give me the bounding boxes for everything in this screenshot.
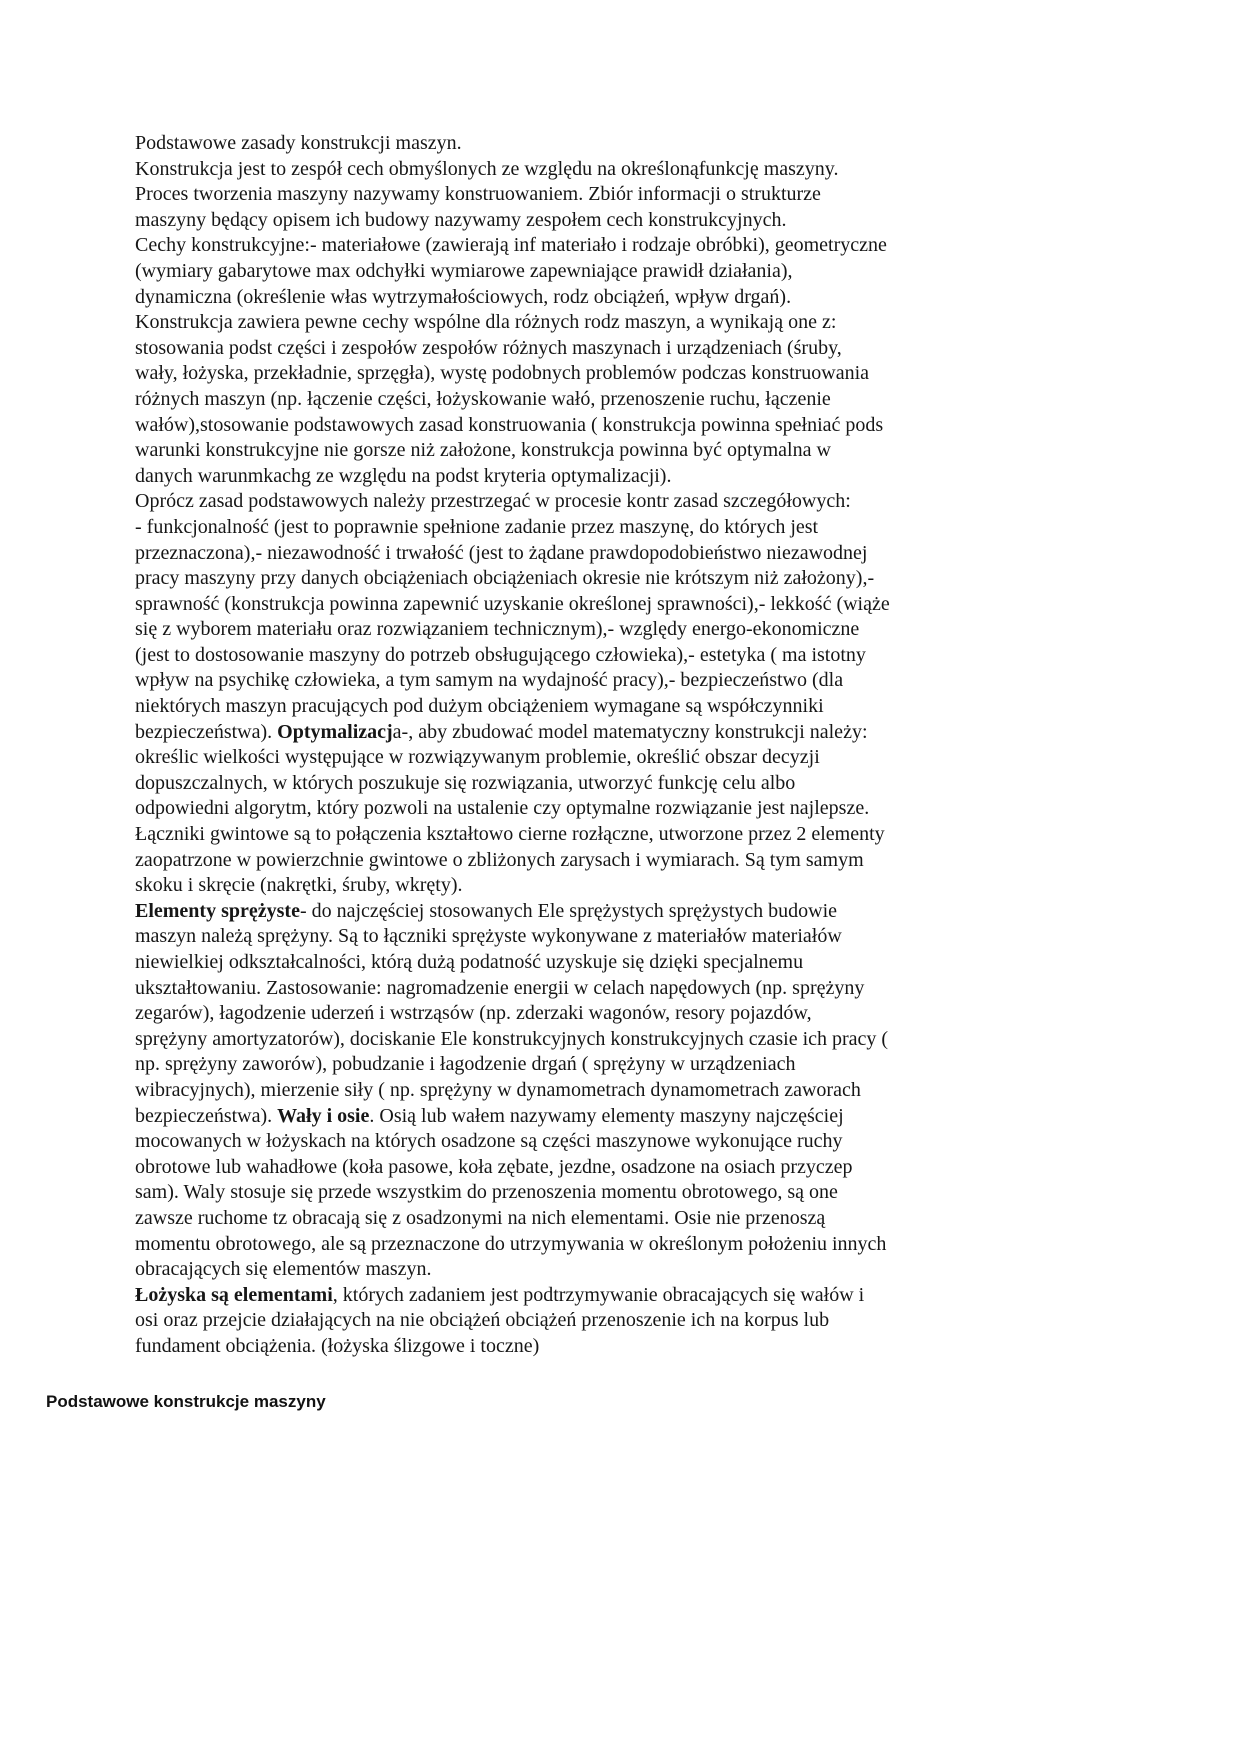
text-segment: Cechy konstrukcyjne:- materiałowe (zawierają inf materiało i rodzaje obróbki), geometryczne [135, 234, 887, 257]
text-line [135, 617, 1125, 643]
text-line [135, 720, 1125, 746]
text-line [135, 1104, 1125, 1130]
text-segment: sprawność (konstrukcja powinna zapewnić uzyskanie określonej sprawności),- lekkość (wiąże [135, 592, 890, 615]
text-line [135, 1155, 1125, 1181]
text-line [135, 1180, 1125, 1206]
text-line [135, 1283, 1125, 1309]
text-line [135, 1078, 1125, 1104]
text-segment: Proces tworzenia maszyny nazywamy konstruowaniem. Zbiór informacji o strukturze [135, 183, 821, 206]
text-line [135, 1308, 1125, 1334]
text-line [135, 361, 1125, 387]
text-segment: (jest to dostosowanie maszyny do potrzeb obsługującego człowieka),- estetyka ( ma istotny [135, 643, 866, 666]
text-segment: skoku i skręcie (nakrętki, śruby, wkręty). [135, 874, 463, 897]
text-line [135, 643, 1125, 669]
text-segment: bezpieczeństwa). [135, 720, 278, 743]
text-line [135, 796, 1125, 822]
text-line [135, 233, 1125, 259]
text-segment: obrotowe lub wahadłowe (koła pasowe, koła zębate, jezdne, osadzone na osiach przyczep [135, 1155, 853, 1178]
text-segment: wibracyjnych), mierzenie siły ( np. sprężyny w dynamometrach dynamometrach zaworach [135, 1078, 861, 1101]
text-line [135, 208, 1125, 234]
text-segment: sprężyny amortyzatorów), dociskanie Ele konstrukcyjnych konstrukcyjnych czasie ich pracy ( [135, 1027, 889, 1050]
text-line [135, 413, 1125, 439]
text-segment: , których zadaniem jest podtrzymywanie obracających się wałów i [332, 1283, 865, 1306]
text-segment: odpowiedni algorytm, który pozwoli na ustalenie czy optymalne rozwiązanie jest najlepsze. [135, 797, 870, 820]
text-line [135, 745, 1125, 771]
text-segment: mocowanych w łożyskach na których osadzone są części maszynowe wykonujące ruchy [135, 1130, 843, 1153]
bold-term: Elementy sprężyste [135, 899, 300, 922]
text-segment: fundament obciążenia. (łożyska ślizgowe i toczne) [135, 1334, 540, 1357]
text-line [135, 873, 1125, 899]
text-line [135, 822, 1125, 848]
text-line [135, 1129, 1125, 1155]
text-line [135, 1001, 1125, 1027]
text-segment: dopuszczalnych, w których poszukuje się rozwiązania, utworzyć funkcję celu albo [135, 771, 796, 794]
text-line [135, 489, 1125, 515]
text-segment: danych warunmkachg ze względu na podst kryteria optymalizacji). [135, 464, 672, 487]
text-line [135, 1232, 1125, 1258]
text-segment: Konstrukcja zawiera pewne cechy wspólne dla różnych rodz maszyn, a wynikają one z: [135, 311, 837, 334]
text-segment: Łączniki gwintowe są to połączenia kształtowo cierne rozłączne, utworzone przez 2 elementy [135, 823, 885, 846]
text-line [135, 1052, 1125, 1078]
bold-term: Wały i osie [277, 1104, 370, 1127]
text-line [135, 541, 1125, 567]
text-segment: - funkcjonalność (jest to poprawnie spełnione zadanie przez maszynę, do których jest [135, 515, 819, 538]
text-segment: zegarów), łagodzenie uderzeń i wstrząsów (np. zderzaki wagonów, resory pojazdów, [135, 1002, 812, 1025]
text-segment: a-, aby zbudować model matematyczny konstrukcji należy: [392, 720, 868, 743]
text-segment: (wymiary gabarytowe max odchyłki wymiarowe zapewniające prawidł działania), [135, 259, 793, 282]
text-segment: momentu obrotowego, ale są przeznaczone do utrzymywania w określonym położeniu innych [135, 1232, 887, 1255]
text-line [135, 259, 1125, 285]
text-segment: pracy maszyny przy danych obciążeniach obciążeniach okresie nie krótszym niż założony),- [135, 567, 875, 590]
text-segment: zawsze ruchome tz obracają się z osadzonymi na nich elementami. Osie nie przenoszą [135, 1206, 826, 1229]
text-line [135, 950, 1125, 976]
bold-term: Łożyska są elementami [135, 1283, 333, 1306]
text-line [135, 182, 1125, 208]
text-segment: wałów),stosowanie podstawowych zasad konstruowania ( konstrukcja powinna spełniać pods [135, 413, 884, 436]
text-segment: określic wielkości występujące w rozwiązywanym problemie, określić obszar decyzji [135, 746, 820, 769]
text-segment: dynamiczna (określenie włas wytrzymałościowych, rodz obciążeń, wpływ drgań). [135, 285, 792, 308]
text-segment: się z wyborem materiału oraz rozwiązaniem technicznym),- względy energo-ekonomiczne [135, 618, 860, 641]
text-line [135, 438, 1125, 464]
text-segment: bezpieczeństwa). [135, 1104, 278, 1127]
text-segment: osi oraz przejcie działających na nie obciążeń obciążeń przenoszenie ich na korpus lub [135, 1309, 830, 1332]
text-segment: wpływ na psychikę człowieka, a tym samym na wydajność pracy),- bezpieczeństwo (dla [135, 669, 844, 692]
document-body [135, 131, 1125, 1360]
text-segment: zaopatrzone w powierzchnie gwintowe o zbliżonych zarysach i wymiarach. Są tym samym [135, 848, 864, 871]
text-line [135, 310, 1125, 336]
text-line [135, 464, 1125, 490]
text-line [135, 976, 1125, 1002]
text-segment: sam). Waly stosuje się przede wszystkim do przenoszenia momentu obrotowego, są one [135, 1181, 838, 1204]
text-segment: stosowania podst części i zespołów zespołów różnych maszynach i urządzeniach (śruby, [135, 336, 842, 359]
text-line [135, 1027, 1125, 1053]
text-line [135, 157, 1125, 183]
text-line [135, 668, 1125, 694]
text-segment: . Osią lub wałem nazywamy elementy maszyny najczęściej [369, 1104, 844, 1127]
text-line [135, 387, 1125, 413]
text-line [135, 1257, 1125, 1283]
text-line [135, 336, 1125, 362]
text-line [135, 1334, 1125, 1360]
bold-term: Optymalizacj [277, 720, 393, 743]
text-segment: ukształtowaniu. Zastosowanie: nagromadzenie energii w celach napędowych (np. sprężyny [135, 976, 865, 999]
text-line [135, 566, 1125, 592]
text-segment: obracających się elementów maszyn. [135, 1258, 432, 1281]
text-line [135, 694, 1125, 720]
text-segment: przeznaczona),- niezawodność i trwałość (jest to żądane prawdopodobieństwo niezawodnej [135, 541, 868, 564]
text-line [135, 515, 1125, 541]
text-line [135, 592, 1125, 618]
text-segment: maszyn należą sprężyny. Są to łączniki sprężyste wykonywane z materiałów materiałów [135, 925, 842, 948]
text-line [135, 285, 1125, 311]
text-line [135, 771, 1125, 797]
text-line [135, 848, 1125, 874]
text-segment: niewielkiej odkształcalności, którą dużą podatność uzyskuje się dzięki specjalnemu [135, 951, 804, 973]
text-segment: warunki konstrukcyjne nie gorsze niż założone, konstrukcja powinna być optymalna w [135, 439, 831, 462]
text-line [135, 131, 1125, 157]
text-segment: wały, łożyska, przekładnie, sprzęgła), wystę podobnych problemów podczas konstruowania [135, 362, 870, 385]
text-segment: np. sprężyny zaworów), pobudzanie i łagodzenie drgań ( sprężyny w urządzeniach [135, 1053, 796, 1076]
text-segment: Oprócz zasad podstawowych należy przestrzegać w procesie kontr zasad szczegółowych: [135, 490, 851, 513]
text-segment: Konstrukcja jest to zespół cech obmyślonych ze względu na określonąfunkcję maszyny. [135, 157, 839, 180]
text-line [135, 899, 1125, 925]
text-segment: różnych maszyn (np. łączenie części, łożyskowanie wałó, przenoszenie ruchu, łączenie [135, 387, 831, 410]
text-segment: maszyny będący opisem ich budowy nazywamy zespołem cech konstrukcyjnych. [135, 208, 787, 231]
text-segment: niektórych maszyn pracujących pod dużym obciążeniem wymagane są współczynniki [135, 695, 824, 718]
text-line [135, 1206, 1125, 1232]
text-line [135, 924, 1125, 950]
document-footer-title: Podstawowe konstrukcje maszyny [46, 1392, 326, 1411]
text-segment: Podstawowe zasady konstrukcji maszyn. [135, 132, 462, 154]
text-segment: - do najczęściej stosowanych Ele sprężystych sprężystych budowie [299, 899, 838, 922]
